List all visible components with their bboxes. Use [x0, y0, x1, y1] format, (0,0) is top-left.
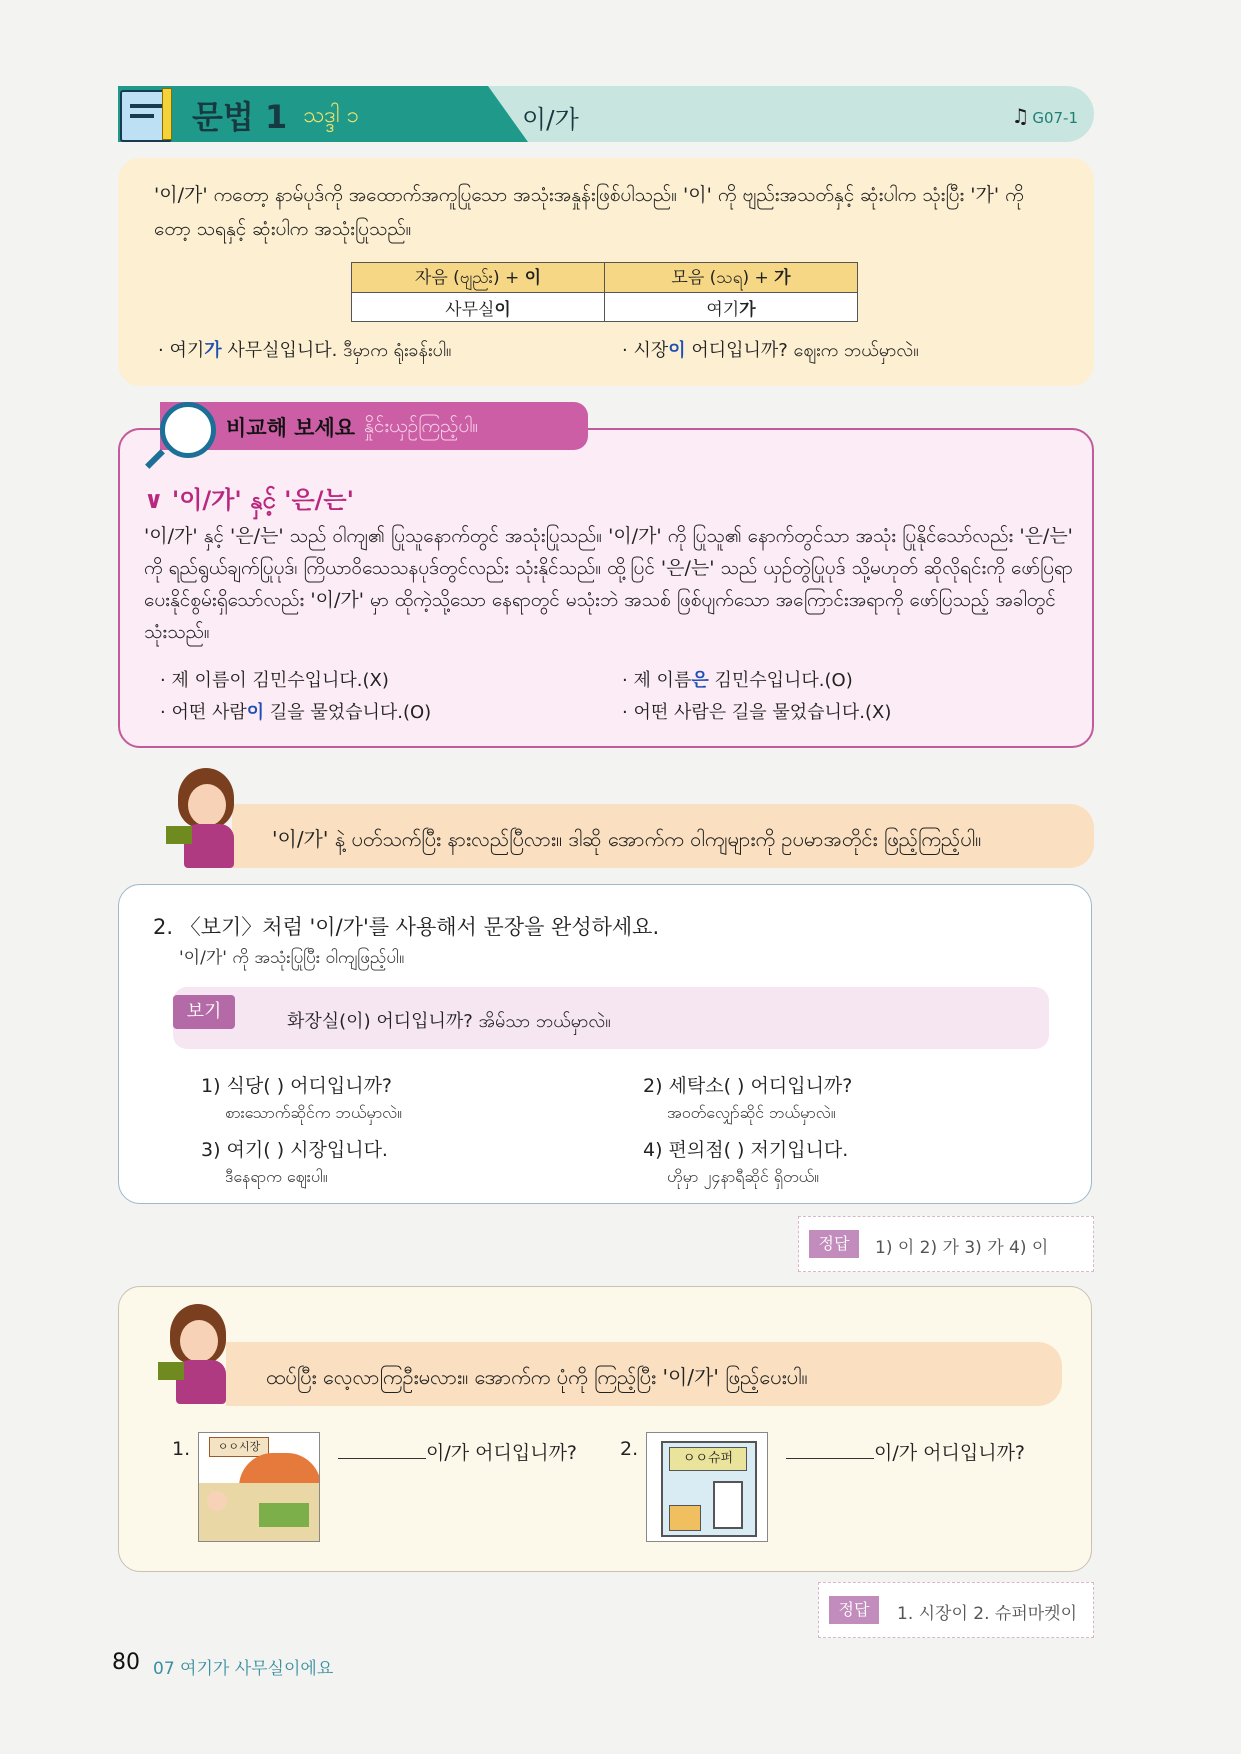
instruction-bubble-2 — [226, 1342, 1062, 1406]
answer-blank-1[interactable] — [338, 1458, 426, 1459]
answer-key-1 — [798, 1216, 1094, 1272]
answer-blank-2[interactable] — [786, 1458, 874, 1459]
market-awning — [239, 1453, 320, 1487]
answer-tag: 정답 — [809, 1230, 859, 1258]
page-number: 80 — [112, 1650, 140, 1675]
audio-track[interactable] — [1011, 104, 1078, 128]
compare-example-2: · 제 이름은 김민수입니다.(O) — [622, 670, 853, 691]
pencil-icon — [162, 88, 172, 140]
teacher-illustration — [166, 768, 262, 868]
example-sentence: 화장실(이) 어디입니까? အိမ်သာ ဘယ်မှာလဲ။ — [287, 1011, 611, 1032]
magnifier-icon — [160, 402, 216, 458]
section-header — [118, 86, 1094, 142]
compare-example-4: · 어떤 사람은 길을 물었습니다.(X) — [622, 702, 892, 723]
table-example-vowel: 여기가 — [605, 293, 858, 322]
exercise-item-2[interactable]: 2) 세탁소( ) 어디입니까? အဝတ်လျှော်ဆိုင် ဘယ်မှာလဲ။ — [643, 1075, 853, 1122]
section-topic: 이/가 — [522, 105, 579, 134]
compare-tag — [160, 402, 588, 450]
answer-tag-2: 정답 — [829, 1596, 879, 1624]
exercise-question-sub: '이/가' ကို အသုံးပြုပြီး ဝါကျဖြည့်ပါ။ — [179, 948, 405, 968]
table-head-consonant: 자음 (ဗျည်း) + 이 — [352, 263, 605, 293]
headphones-icon: ♫ — [1011, 104, 1030, 128]
supermarket-picture — [646, 1432, 768, 1542]
grammar-explanation: '이/가' ကတော့ နာမ်ပုဒ်ကို အထောက်အကူပြုသော အသုံးအနှုန်းဖြစ်ပါသည်။ '이' ကို ဗျည်းအသတ်နှင့် ဆုံးပါက သုံးပြီး '가' ကိုတော့ သရနှင့် ဆုံးပါက အသုံးပြုသည်။ — [154, 184, 1024, 240]
grammar-example-1: · 여기가 사무실입니다. ဒီမှာက ရုံးခန်းပါ။ — [158, 340, 452, 361]
example-tag: 보기 — [173, 995, 235, 1029]
audio-code: G07-1 — [1032, 109, 1078, 127]
section-subtitle: သဒ္ဒါ ၁ — [303, 103, 359, 128]
table-head-vowel: 모음 (သရ) + 가 — [605, 263, 858, 293]
picture-number-2: 2. — [620, 1438, 639, 1460]
picture-suffix-1: 이/가 어디입니까? — [426, 1442, 578, 1464]
instruction-bubble-1 — [232, 804, 1094, 868]
picture-suffix-2: 이/가 어디입니까? — [874, 1442, 1026, 1464]
market-picture — [198, 1432, 320, 1542]
compare-text: '이/가' နှင့် '은/는' သည် ဝါကျ၏ ပြုသူနောက်တွင် အသုံးပြုသည်။ '이/가' ကို ပြုသူ၏ နောက်တွင်သာ အသုံး ပြုနိုင်သော်လည်း '은/는' ကို ရည်ရွယ်ချက်ပြုပုဒ်၊ ကြိယာဝိသေသနပုဒ်တွင်လည်း သုံးနိုင်သည်။ ထို့ပြင် '은/는' သည် ယှဉ်တွဲပြုပုဒ် သို့မဟုတ် ဆိုလိုရင်းကို ဖော်ပြရာပေးနိုင်စွမ်းရှိသော်လည်း '이/가' မှာ ထိုကဲ့သို့သော နေရာတွင် မသုံးဘဲ အသစ် ဖြစ်ပျက်သော အကြောင်းအရာကို ဖော်ပြသည့် အခါတွင် သုံးသည်။ — [144, 525, 1073, 643]
compare-example-1: · 제 이름이 김민수입니다.(X) — [160, 670, 389, 691]
store-sign: ㅇㅇ슈퍼 — [669, 1447, 747, 1471]
compare-example-3: · 어떤 사람이 길을 물었습니다.(O) — [160, 702, 432, 723]
exercise-question: 2. 〈보기〉처럼 '이/가'를 사용해서 문장을 완성하세요. — [153, 915, 660, 939]
store-awning — [669, 1505, 701, 1531]
picture-number-1: 1. — [172, 1438, 191, 1460]
person-figure — [207, 1491, 227, 1511]
compare-heading: ∨ '이/가' နှင့် '은/는' — [144, 486, 354, 514]
answer-text-2: 1. 시장이 2. 슈퍼마켓이 — [897, 1604, 1078, 1624]
exercise-item-4[interactable]: 4) 편의점( ) 저기입니다. ဟိုမှာ ၂၄နာရီဆိုင် ရှိတယ်။ — [643, 1139, 849, 1186]
section-title: 문법 1 — [192, 98, 288, 136]
instruction-text-1: '이/가' နဲ့ ပတ်သက်ပြီး နားလည်ပြီလား။ ဒါဆို အောက်က ဝါကျများကို ဥပမာအတိုင်း ဖြည့်ကြည့်ပါ။ — [272, 827, 982, 851]
compare-tag-sublabel: နှိုင်းယှဉ်ကြည့်ပါ။ — [364, 415, 479, 437]
chapter-title: 07 여기가 사무실이에요 — [153, 1659, 334, 1679]
answer-text: 1) 이 2) 가 3) 가 4) 이 — [875, 1238, 1049, 1258]
grammar-example-2: · 시장이 어디입니까? ဈေးက ဘယ်မှာလဲ။ — [622, 340, 919, 361]
exercise-item-3[interactable]: 3) 여기( ) 시장입니다. ဒီနေရာက ဈေးပါ။ — [201, 1139, 388, 1186]
instruction-text-2: ထပ်ပြီး လေ့လာကြဦးမလား။ အောက်က ပုံကို ကြည့်ပြီး '이/가' ဖြည့်ပေးပါ။ — [266, 1365, 808, 1389]
market-sign: ㅇㅇ시장 — [209, 1437, 269, 1457]
compare-tag-label: 비교해 보세요 — [226, 416, 356, 440]
table-example-consonant: 사무실이 — [352, 293, 605, 322]
teacher-illustration-2 — [158, 1304, 254, 1404]
compare-box — [118, 428, 1094, 748]
answer-key-2 — [818, 1582, 1094, 1638]
grammar-table — [351, 262, 858, 322]
produce-crates — [259, 1503, 309, 1527]
store-door — [713, 1481, 743, 1529]
exercise-box — [118, 884, 1092, 1204]
grammar-explanation-box — [118, 158, 1094, 386]
exercise-item-1[interactable]: 1) 식당( ) 어디입니까? စားသောက်ဆိုင်က ဘယ်မှာလဲ။ — [201, 1075, 402, 1122]
